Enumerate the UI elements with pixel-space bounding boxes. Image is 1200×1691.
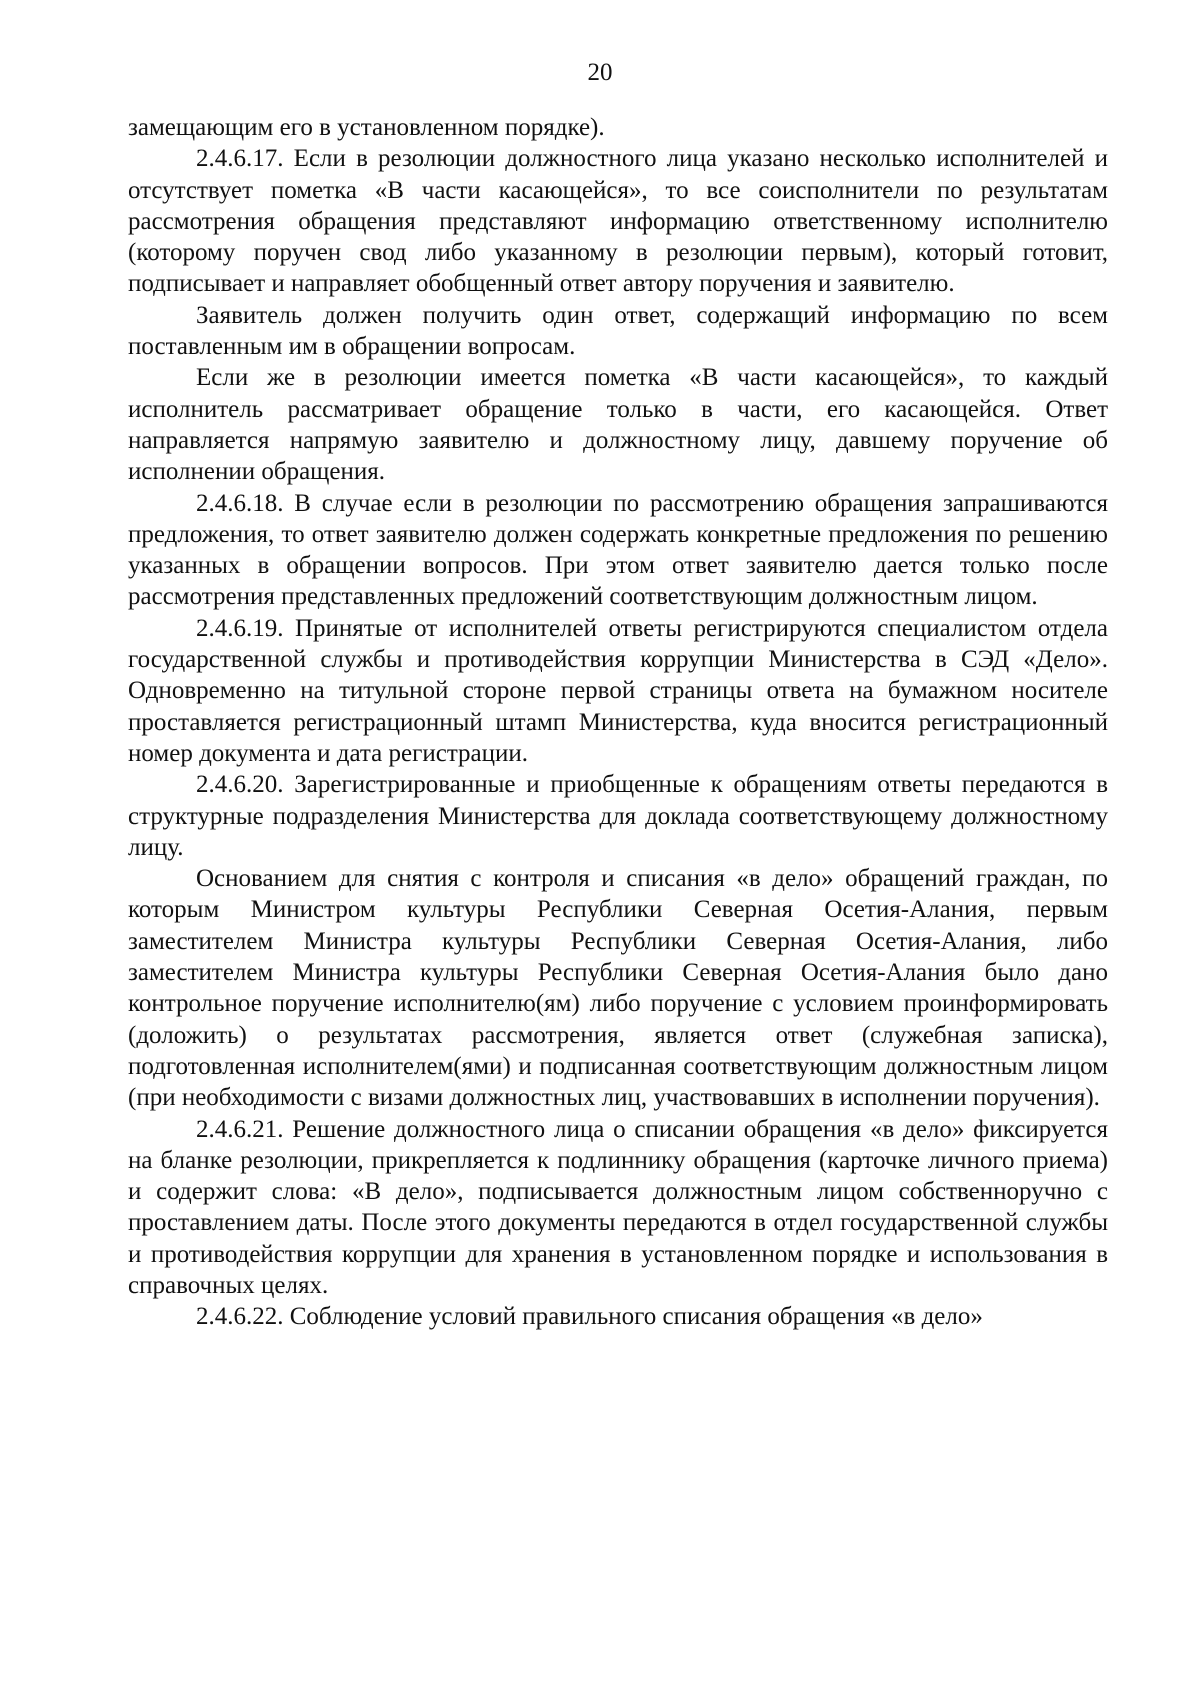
paragraph-control-removal: Основанием для снятия с контроля и списания «в дело» обращений граждан, по которым Министром культуры Республики Северная Осетия-Алания, первым заместителем Министра культуры Республики Северная Осетия-Алания, либо заместителем Министра культуры Республики Северная Осетия-Алания было дано контрольное поручение исполнителю(ям) либо поручение с условием проинформировать (доложить) о результатах рассмотрения, является ответ (служебная записка), подготовленная исполнителем(ями) и подписанная соответствующим должностным лицом (при необходимости с визами должностных лиц, участвовавших в исполнении поручения). [128, 865, 1108, 1112]
page-number: 20 [587, 59, 613, 86]
paragraph-partial-concern: Если же в резолюции имеется пометка «В части касающейся», то каждый исполнитель рассматривает обращение только в части, его касающейся. Ответ направляется напрямую заявителю и должностному лицу, давшему поручение об исполнении обращения. [128, 364, 1108, 486]
paragraph-applicant-answer: Заявитель должен получить один ответ, содержащий информацию по всем поставленным им в обращении вопросам. [128, 301, 1108, 361]
paragraph-2-4-6-17: 2.4.6.17. Если в резолюции должностного лица указано несколько исполнителей и отсутствует пометка «В части касающейся», то все соисполнители по результатам рассмотрения обращения представляют информацию ответственному исполнителю (которому поручен свод либо указанному в резолюции первым), который готовит, подписывает и направляет обобщенный ответ автору поручения и заявителю. [128, 145, 1108, 298]
paragraph-continuation: замещающим его в установленном порядке). [128, 114, 605, 141]
paragraph-2-4-6-19: 2.4.6.19. Принятые от исполнителей ответы регистрируются специалистом отдела государственной службы и противодействия коррупции Министерства в СЭД «Дело». Одновременно на титульной стороне первой страницы ответа на бумажном носителе проставляется регистрационный штамп Министерства, куда вносится регистрационный номер документа и дата регистрации. [128, 614, 1108, 767]
paragraph-2-4-6-22: 2.4.6.22. Соблюдение условий правильного списания обращения «в дело» [196, 1303, 983, 1331]
paragraph-2-4-6-21: 2.4.6.21. Решение должностного лица о списании обращения «в дело» фиксируется на бланке резолюции, прикрепляется к подлиннику обращения (карточке личного приема) и содержит слова: «В дело», подписывается должностным лицом собственноручно с проставлением даты. После этого документы передаются в отдел государственной службы и противодействия коррупции для хранения в установленном порядке и использования в справочных целях. [128, 1115, 1108, 1299]
document-body [128, 112, 1108, 1333]
paragraph-2-4-6-18: 2.4.6.18. В случае если в резолюции по рассмотрению обращения запрашиваются предложения, то ответ заявителю должен содержать конкретные предложения по решению указанных в обращении вопросов. При этом ответ заявителю дается только после рассмотрения представленных предложений соответствующим должностным лицом. [128, 489, 1108, 611]
paragraph-2-4-6-20: 2.4.6.20. Зарегистрированные и приобщенные к обращениям ответы передаются в структурные подразделения Министерства для доклада соответствующему должностному лицу. [128, 771, 1108, 861]
